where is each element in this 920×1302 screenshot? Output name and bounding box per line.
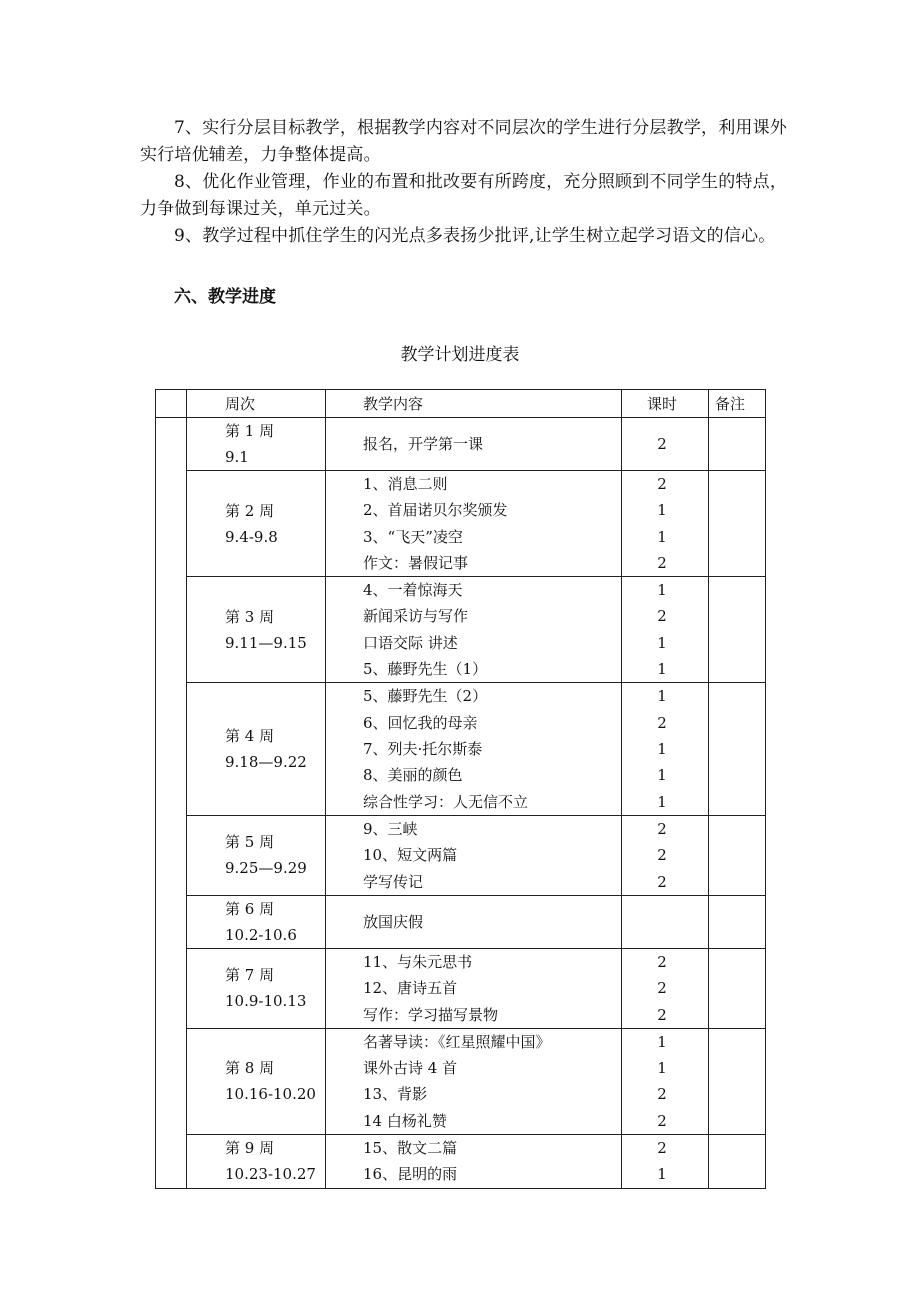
note-cell [709,815,766,895]
lesson-item: 7、列夫·托尔斯泰 [363,739,483,758]
table-row [156,1028,766,1134]
week-dates: 10.2-10.6 [225,925,297,944]
blank-header-cell [156,390,187,418]
header-content: 教学内容 [326,390,622,418]
week-label: 第 7 周 [225,966,275,985]
lesson-item: 11、与朱元思书 [363,952,473,971]
lesson-item: 8、美丽的颜色 [363,766,463,785]
note-cell [709,471,766,577]
lesson-hours: 2 [657,1111,667,1130]
note-cell [709,1028,766,1134]
lesson-hours: 2 [657,434,667,453]
week-cell [187,895,326,948]
lesson-item: 4、一着惊海天 [363,581,463,600]
week-cell [187,577,326,683]
content-cell [326,418,622,471]
section-heading: 六、教学进度 [174,287,276,307]
lesson-hours: 2 [657,846,667,865]
table-row [156,815,766,895]
lesson-hours: 2 [657,952,667,971]
lesson-item: 放国庆假 [363,912,424,931]
schedule-table [155,389,766,1189]
week-dates: 9.1 [225,448,249,466]
week-label: 第 2 周 [225,501,275,520]
lesson-hours: 2 [657,872,667,891]
hours-cell [622,1028,709,1134]
table-header-row [156,390,766,418]
paragraph-9: 9、教学过程中抓住学生的闪光点多表扬少批评,让学生树立起学习语文的信心。 [174,226,776,246]
hours-cell [622,895,709,948]
table-row [156,1135,766,1189]
week-label: 第 1 周 [225,422,275,440]
lesson-hours [622,909,702,935]
paragraph-8: 8、优化作业管理，作业的布置和批改要有所跨度，充分照顾到不同学生的特点，力争做到每课过关，单元过关。 [140,172,788,219]
lesson-hours: 1 [657,766,667,785]
lesson-hours: 1 [657,792,667,811]
header-hours: 课时 [622,390,709,418]
lesson-item: 新闻采访与写作 [363,607,469,626]
lesson-item: 9、三峡 [363,819,418,838]
week-dates: 10.16-10.20 [225,1085,316,1104]
lesson-hours: 1 [657,527,667,546]
week-label: 第 6 周 [225,899,275,918]
week-label: 第 9 周 [225,1139,275,1158]
lesson-item: 13、背影 [363,1085,428,1104]
lesson-hours: 1 [657,660,667,679]
header-note: 备注 [709,390,766,418]
content-cell [326,1135,622,1189]
week-dates: 9.11—9.15 [225,633,307,652]
lesson-hours: 2 [657,713,667,732]
lesson-item: 名著导读：《红星照耀中国》 [363,1032,551,1051]
lesson-hours: 2 [657,1139,667,1158]
week-label: 第 5 周 [225,833,275,852]
lesson-item: 3、“飞天”凌空 [363,527,463,546]
lesson-item: 12、唐诗五首 [363,979,458,998]
lesson-item: 14 白杨礼赞 [363,1111,447,1130]
table-row [156,895,766,948]
note-cell [709,577,766,683]
note-cell [709,418,766,471]
content-cell [326,948,622,1028]
week-dates: 9.25—9.29 [225,859,307,878]
lesson-item: 10、短文两篇 [363,846,458,865]
lesson-item: 1、消息二则 [363,475,448,493]
content-cell [326,683,622,815]
lesson-hours: 1 [657,1032,667,1051]
table-caption: 教学计划进度表 [400,345,520,365]
table-row [156,683,766,815]
lesson-hours: 2 [657,1005,667,1024]
lesson-hours: 1 [657,633,667,652]
blank-left-cell [156,418,187,1189]
hours-cell [622,471,709,577]
hours-cell [622,948,709,1028]
week-label: 第 4 周 [225,727,275,746]
week-cell [187,418,326,471]
lesson-item: 课外古诗 4 首 [363,1059,458,1078]
lesson-hours: 2 [657,1085,667,1104]
table-row [156,577,766,683]
week-cell [187,1135,326,1189]
week-cell [187,471,326,577]
lesson-item: 综合性学习：人无信不立 [363,792,529,811]
lesson-hours: 2 [657,475,667,493]
week-cell [187,948,326,1028]
hours-cell [622,577,709,683]
hours-cell [622,1135,709,1189]
week-dates: 10.9-10.13 [225,992,307,1011]
table-row [156,418,766,471]
lesson-hours: 1 [657,581,667,600]
table-row [156,471,766,577]
content-cell [326,471,622,577]
lesson-item: 2、首届诺贝尔奖颁发 [363,501,508,520]
content-cell [326,577,622,683]
lesson-item: 报名，开学第一课 [363,434,484,453]
note-cell [709,895,766,948]
week-label: 第 3 周 [225,607,275,626]
table-row [156,948,766,1028]
lesson-hours: 2 [657,819,667,838]
content-cell [326,1028,622,1134]
week-dates: 9.18—9.22 [225,753,307,772]
header-week: 周次 [187,390,326,418]
content-cell [326,895,622,948]
lesson-hours: 2 [657,607,667,626]
week-cell [187,1028,326,1134]
lesson-item: 5、藤野先生（1） [363,660,488,679]
content-cell [326,815,622,895]
week-dates: 10.23-10.27 [225,1165,316,1184]
week-label: 第 8 周 [225,1059,275,1078]
week-dates: 9.4-9.8 [225,527,278,546]
lesson-item: 16、昆明的雨 [363,1165,458,1184]
lesson-item: 6、回忆我的母亲 [363,713,478,732]
hours-cell [622,683,709,815]
paragraph-7: 7、实行分层目标教学，根据教学内容对不同层次的学生进行分层教学，利用课外实行培优辅差，力争整体提高。 [140,118,788,165]
week-cell [187,815,326,895]
lesson-hours: 1 [657,739,667,758]
lesson-hours: 2 [657,979,667,998]
lesson-item: 作文：暑假记事 [363,553,469,572]
lesson-hours: 1 [657,1165,667,1184]
note-cell [709,948,766,1028]
lesson-hours: 2 [657,553,667,572]
lesson-hours: 1 [657,501,667,520]
hours-cell [622,815,709,895]
note-cell [709,683,766,815]
lesson-item: 写作：学习描写景物 [363,1005,499,1024]
lesson-item: 5、藤野先生（2） [363,687,488,706]
hours-cell [622,418,709,471]
lesson-item: 口语交际 讲述 [363,633,458,652]
lesson-item: 15、散文二篇 [363,1139,458,1158]
week-cell [187,683,326,815]
lesson-hours: 1 [657,1059,667,1078]
note-cell [709,1135,766,1189]
lesson-hours: 1 [657,687,667,706]
lesson-item: 学写传记 [363,872,424,891]
